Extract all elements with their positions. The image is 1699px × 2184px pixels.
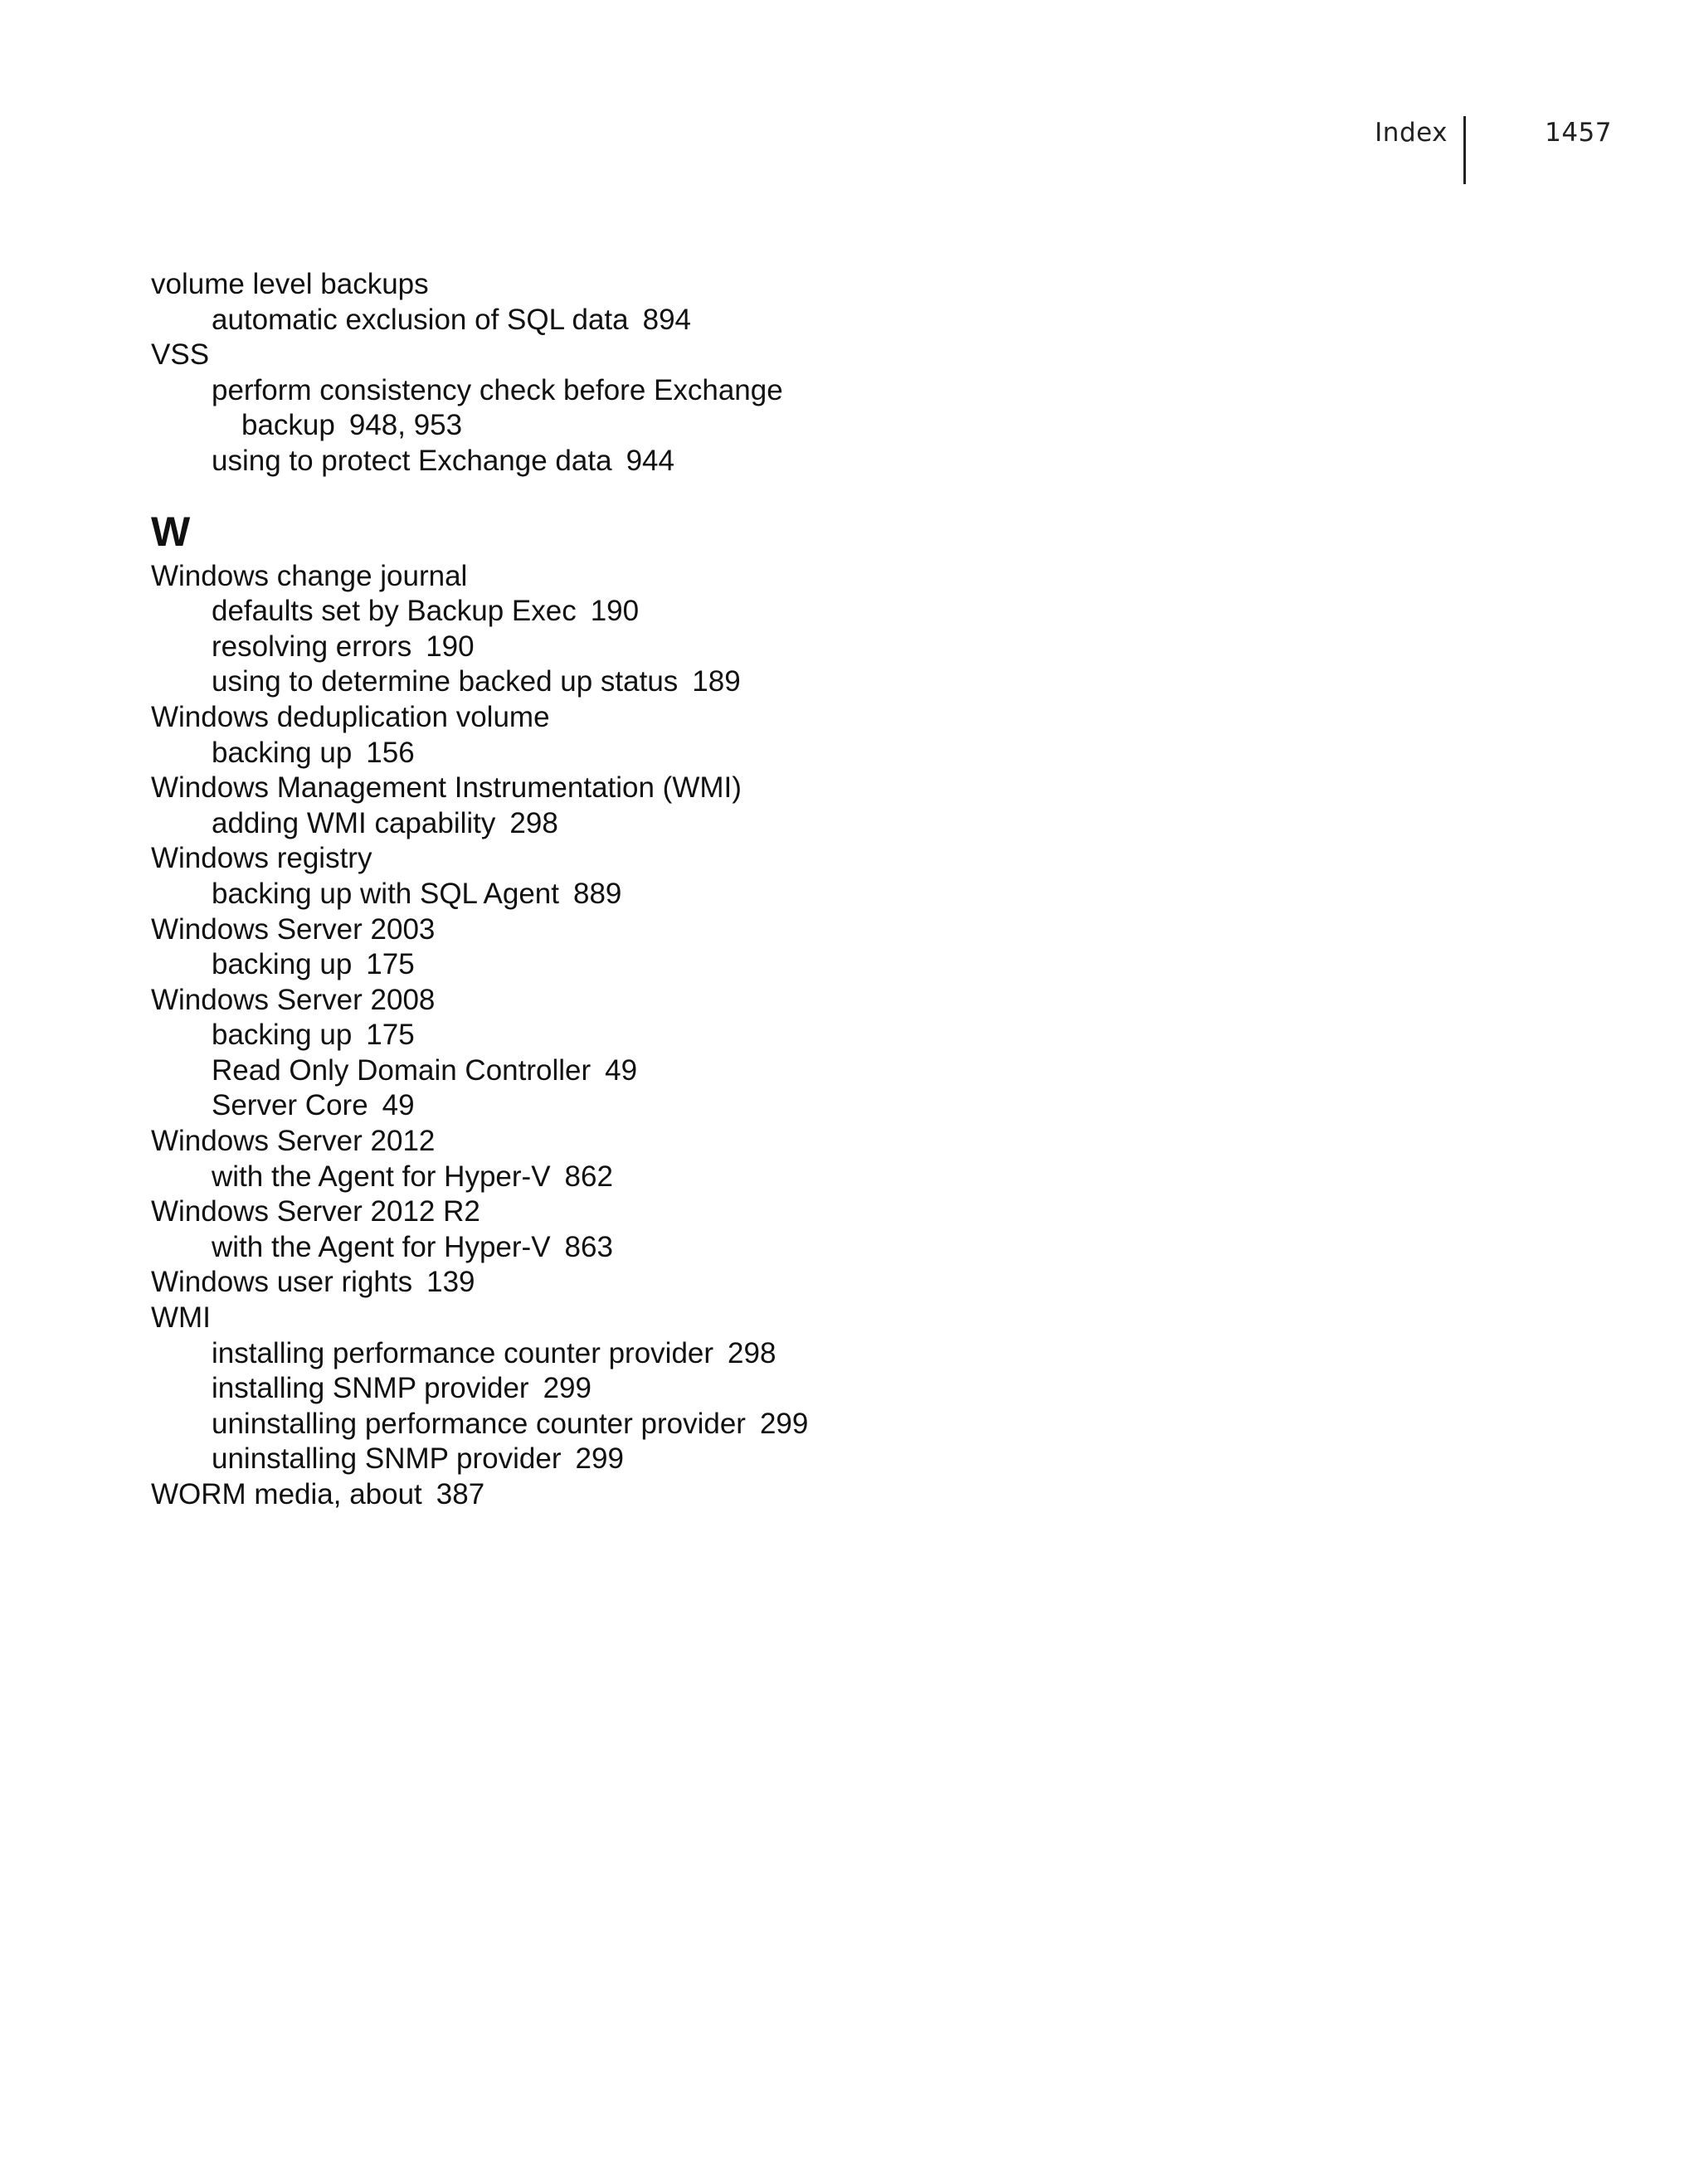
index-entry — [151, 559, 1064, 595]
page-reference: 190 — [590, 595, 640, 628]
index-entry — [151, 700, 1064, 736]
index-entry — [151, 1301, 1064, 1336]
index-subterm: adding WMI capability — [212, 806, 496, 839]
running-header-section: Index — [1375, 118, 1448, 148]
index-subentry — [151, 373, 872, 444]
page-reference: 298 — [509, 806, 558, 839]
index-subentry — [151, 1018, 1064, 1053]
index-term: volume level backups — [151, 268, 429, 300]
index-subentry — [151, 1160, 1064, 1195]
page-reference: 299 — [759, 1407, 809, 1440]
index-term: Windows Management Instrumentation (WMI) — [151, 771, 742, 805]
page-reference: 889 — [572, 877, 622, 910]
index-subentry — [151, 947, 1064, 983]
index-subterm: using to protect Exchange data — [212, 444, 612, 477]
index-entry — [151, 1265, 1064, 1301]
page-reference: 298 — [728, 1336, 776, 1369]
page-reference: 894 — [642, 303, 692, 336]
index-subterm: with the Agent for Hyper-V — [212, 1160, 551, 1193]
index-subentry — [151, 444, 1064, 479]
page-reference: 175 — [366, 948, 415, 981]
index-subterm: defaults set by Backup Exec — [212, 595, 577, 628]
page-reference: 139 — [426, 1266, 475, 1299]
page-reference: 156 — [366, 736, 415, 769]
index-term: Windows Server 2003 — [151, 912, 436, 946]
page-reference: 175 — [366, 1019, 415, 1052]
index-subterm: perform consistency check before Exchange backup — [212, 373, 783, 442]
index-subentry — [151, 630, 1064, 665]
index-subterm: using to determine backed up status — [212, 665, 679, 698]
header-divider — [1463, 116, 1466, 184]
index-subentry — [151, 594, 1064, 630]
index-term: Windows deduplication volume — [151, 700, 550, 733]
index-group-w — [151, 559, 1064, 1513]
index-subterm: uninstalling performance counter provider — [212, 1407, 746, 1440]
index-subentry — [151, 1088, 1064, 1124]
index-subterm: installing SNMP provider — [212, 1372, 529, 1405]
index-entry — [151, 338, 1064, 373]
section-letter-heading: W — [151, 508, 191, 555]
index-entry — [151, 983, 1064, 1019]
index-subterm: installing performance counter provider — [212, 1336, 714, 1369]
index-term: Windows Server 2012 — [151, 1125, 436, 1158]
index-subentry — [151, 806, 1064, 842]
index-term: VSS — [151, 338, 210, 372]
index-subentry — [151, 877, 1064, 912]
index-subentry — [151, 1336, 1064, 1372]
page-reference: 299 — [575, 1442, 624, 1476]
page-number: 1457 — [1545, 118, 1612, 148]
index-subentry — [151, 303, 1064, 338]
index-column — [151, 267, 1064, 1513]
index-term: Windows user rights — [151, 1266, 413, 1299]
page-reference: 49 — [382, 1089, 415, 1122]
page-reference: 299 — [543, 1372, 591, 1405]
page-reference: 387 — [436, 1478, 485, 1510]
index-subterm: backing up with SQL Agent — [212, 877, 559, 910]
index-subterm: backing up — [212, 1019, 353, 1052]
index-subentry — [151, 736, 1064, 771]
index-subentry — [151, 664, 1064, 700]
index-term: WMI — [151, 1301, 211, 1335]
index-subterm: backing up — [212, 948, 353, 981]
index-entry — [151, 841, 1064, 877]
page-reference: 948, 953 — [348, 409, 463, 442]
page-reference: 862 — [564, 1160, 613, 1193]
index-subentry — [151, 1407, 1064, 1442]
index-subentry — [151, 1230, 1064, 1266]
page-reference: 49 — [605, 1053, 638, 1087]
index-term: Windows change journal — [151, 559, 468, 592]
index-group-v — [151, 267, 1064, 479]
index-subterm: with the Agent for Hyper-V — [212, 1230, 551, 1263]
index-subterm: backing up — [212, 736, 353, 769]
index-term: WORM media, about — [151, 1478, 422, 1510]
index-subterm: Read Only Domain Controller — [212, 1053, 591, 1087]
index-term: Windows registry — [151, 842, 372, 875]
index-entry — [151, 1477, 1064, 1513]
index-entry — [151, 771, 1064, 806]
index-subentry — [151, 1442, 1064, 1477]
index-term: Windows Server 2008 — [151, 983, 436, 1016]
index-entry — [151, 1124, 1064, 1160]
page-reference: 944 — [626, 444, 674, 477]
index-subentry — [151, 1371, 1064, 1407]
page-reference: 190 — [426, 630, 475, 663]
index-term: Windows Server 2012 R2 — [151, 1195, 480, 1228]
index-subterm: Server Core — [212, 1089, 368, 1122]
index-subentry — [151, 1053, 1064, 1089]
page-reference: 863 — [564, 1230, 613, 1263]
index-entry — [151, 912, 1064, 948]
index-subterm: automatic exclusion of SQL data — [212, 303, 629, 336]
index-subterm: resolving errors — [212, 630, 412, 663]
page-reference: 189 — [692, 665, 741, 698]
index-entry — [151, 267, 1064, 303]
index-subterm: uninstalling SNMP provider — [212, 1442, 562, 1476]
index-entry — [151, 1194, 1064, 1230]
